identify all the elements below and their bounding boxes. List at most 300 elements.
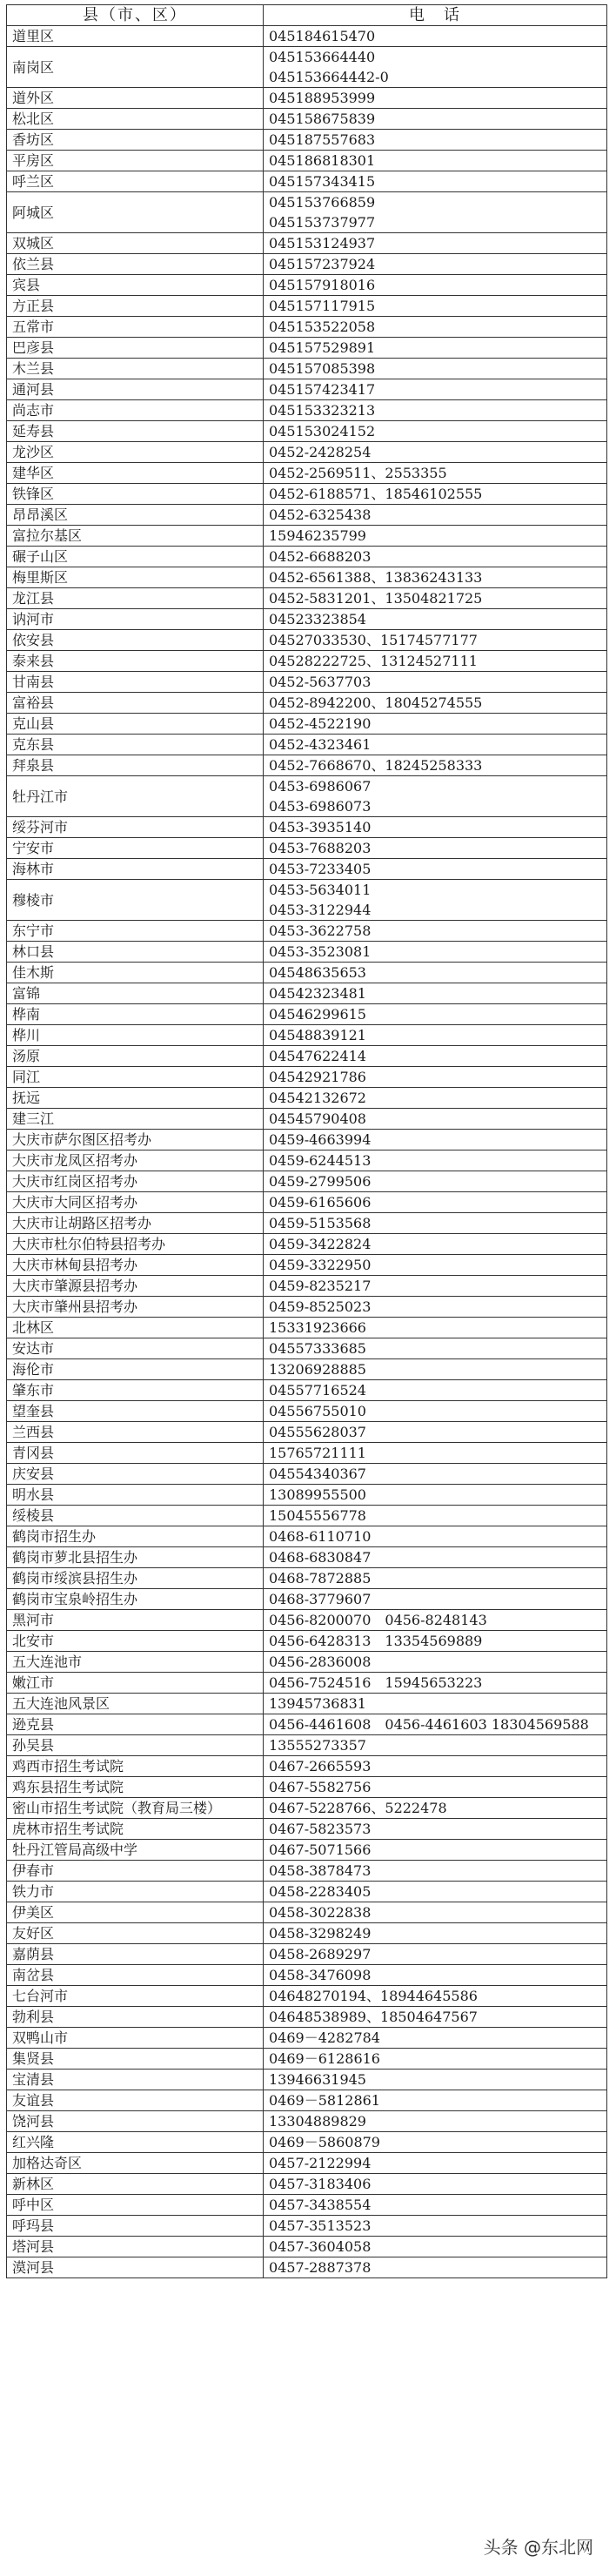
phone-number: 045153737977 bbox=[269, 214, 376, 231]
phone-cell bbox=[264, 547, 607, 567]
watermark-logo: 头条 @东北网 bbox=[479, 2532, 599, 2560]
table-row bbox=[7, 1589, 607, 1610]
phone-cell bbox=[264, 2007, 607, 2028]
phone-cell bbox=[264, 714, 607, 735]
phone-number: 0452-7668670、18245258333 bbox=[269, 757, 483, 774]
phone-number: 0458-3298249 bbox=[269, 1925, 372, 1942]
table-row bbox=[7, 151, 607, 171]
phone-number: 0456-8200070 0456-8248143 bbox=[269, 1612, 487, 1628]
phone-number: 0469－4282784 bbox=[269, 2029, 380, 2046]
county-cell: 汤原 bbox=[7, 1046, 264, 1067]
phone-cell bbox=[264, 1276, 607, 1297]
phone-cell bbox=[264, 1923, 607, 1944]
phone-cell bbox=[264, 2111, 607, 2132]
phone-number: 0457-3513523 bbox=[269, 2217, 372, 2234]
table-row bbox=[7, 1714, 607, 1735]
county-cell: 孙吴县 bbox=[7, 1735, 264, 1756]
phone-cell bbox=[264, 1401, 607, 1422]
phone-number: 0458-2689297 bbox=[269, 1946, 372, 1962]
phone-cell bbox=[264, 233, 607, 254]
phone-number: 04546299615 bbox=[269, 1006, 366, 1023]
phone-number: 04557333685 bbox=[269, 1340, 366, 1357]
table-row bbox=[7, 400, 607, 421]
table-row bbox=[7, 1944, 607, 1965]
phone-number: 13089955500 bbox=[269, 1486, 366, 1503]
phone-cell bbox=[264, 1631, 607, 1652]
phone-cell bbox=[264, 1735, 607, 1756]
phone-number: 0459-6165606 bbox=[269, 1194, 372, 1211]
phone-cell bbox=[264, 588, 607, 609]
county-cell: 大庆市龙凤区招考办 bbox=[7, 1150, 264, 1171]
county-cell: 大庆市萨尔图区招考办 bbox=[7, 1130, 264, 1150]
county-cell: 依安县 bbox=[7, 630, 264, 651]
phone-number: 04648538989、18504647567 bbox=[269, 2009, 478, 2025]
county-cell: 青冈县 bbox=[7, 1443, 264, 1464]
table-row bbox=[7, 2216, 607, 2237]
phone-number: 0468-6110710 bbox=[269, 1528, 372, 1545]
county-cell: 友谊县 bbox=[7, 2090, 264, 2111]
table-row bbox=[7, 1088, 607, 1109]
county-cell: 克东县 bbox=[7, 735, 264, 755]
county-cell: 呼玛县 bbox=[7, 2216, 264, 2237]
table-row bbox=[7, 1318, 607, 1338]
phone-cell bbox=[264, 47, 607, 88]
county-cell: 甘南县 bbox=[7, 672, 264, 693]
phone-number: 045157237924 bbox=[269, 256, 376, 272]
table-row bbox=[7, 2237, 607, 2257]
phone-cell bbox=[264, 1318, 607, 1338]
county-cell: 宁安市 bbox=[7, 838, 264, 859]
table-row bbox=[7, 171, 607, 192]
county-cell: 巴彦县 bbox=[7, 338, 264, 359]
phone-number: 15765721111 bbox=[269, 1445, 366, 1461]
phone-number: 045158675839 bbox=[269, 111, 376, 127]
county-cell: 海伦市 bbox=[7, 1359, 264, 1380]
county-cell: 同江 bbox=[7, 1067, 264, 1088]
phone-cell bbox=[264, 1464, 607, 1485]
phone-number: 0459-6244513 bbox=[269, 1152, 372, 1169]
phone-cell bbox=[264, 1965, 607, 1986]
table-row bbox=[7, 942, 607, 963]
phone-number: 13555273357 bbox=[269, 1737, 366, 1754]
county-cell: 平房区 bbox=[7, 151, 264, 171]
phone-number: 04556755010 bbox=[269, 1403, 366, 1419]
phone-cell bbox=[264, 359, 607, 379]
phone-cell bbox=[264, 2195, 607, 2216]
phone-cell bbox=[264, 296, 607, 317]
phone-number: 04528222725、13124527111 bbox=[269, 653, 478, 669]
phone-number: 0467-5071566 bbox=[269, 1841, 372, 1858]
table-row bbox=[7, 1025, 607, 1046]
table-row bbox=[7, 1526, 607, 1547]
county-cell: 逊克县 bbox=[7, 1714, 264, 1735]
county-cell: 龙江县 bbox=[7, 588, 264, 609]
phone-cell bbox=[264, 1088, 607, 1109]
table-row bbox=[7, 1004, 607, 1025]
phone-cell bbox=[264, 2028, 607, 2049]
phone-cell bbox=[264, 1109, 607, 1130]
phone-cell bbox=[264, 151, 607, 171]
table-row bbox=[7, 109, 607, 130]
header-phone: 电 话 bbox=[264, 5, 607, 26]
phone-number: 0467-5228766、5222478 bbox=[269, 1800, 447, 1816]
county-cell: 梅里斯区 bbox=[7, 567, 264, 588]
phone-number: 0452-4323461 bbox=[269, 736, 372, 753]
table-row bbox=[7, 1192, 607, 1213]
phone-number: 0452-6325438 bbox=[269, 506, 372, 523]
phone-number: 13304889829 bbox=[269, 2113, 366, 2130]
phone-number: 0459-2799506 bbox=[269, 1173, 372, 1190]
phone-number: 0452-2428254 bbox=[269, 444, 372, 460]
phone-number: 0468-7872885 bbox=[269, 1570, 372, 1587]
county-cell: 安达市 bbox=[7, 1338, 264, 1359]
phone-number: 0458-3878473 bbox=[269, 1862, 372, 1879]
phone-number: 0453-7233405 bbox=[269, 861, 372, 877]
county-cell: 漠河县 bbox=[7, 2257, 264, 2278]
table-row bbox=[7, 233, 607, 254]
county-cell: 伊春市 bbox=[7, 1861, 264, 1882]
phone-cell bbox=[264, 1547, 607, 1568]
phone-number: 0456-6428313 13354569889 bbox=[269, 1633, 483, 1649]
phone-number: 0469－5860879 bbox=[269, 2134, 380, 2150]
phone-number: 0468-3779607 bbox=[269, 1591, 372, 1607]
table-row bbox=[7, 1861, 607, 1882]
phone-number: 0459-8525023 bbox=[269, 1298, 372, 1315]
phone-cell bbox=[264, 1255, 607, 1276]
phone-number: 13945736831 bbox=[269, 1695, 366, 1712]
table-row bbox=[7, 526, 607, 547]
phone-cell bbox=[264, 1777, 607, 1798]
table-row bbox=[7, 1130, 607, 1150]
phone-number: 0452-2569511、2553355 bbox=[269, 465, 447, 481]
table-row bbox=[7, 630, 607, 651]
table-row bbox=[7, 1109, 607, 1130]
phone-cell bbox=[264, 755, 607, 776]
phone-number: 045157343415 bbox=[269, 173, 376, 190]
table-row bbox=[7, 1840, 607, 1861]
phone-cell bbox=[264, 2257, 607, 2278]
phone-number: 0459-3422824 bbox=[269, 1236, 372, 1252]
phone-cell bbox=[264, 26, 607, 47]
table-row bbox=[7, 275, 607, 296]
table-row bbox=[7, 588, 607, 609]
table-row bbox=[7, 317, 607, 338]
contact-table-container bbox=[6, 4, 606, 2278]
county-cell: 碾子山区 bbox=[7, 547, 264, 567]
table-row bbox=[7, 1756, 607, 1777]
county-cell: 道外区 bbox=[7, 88, 264, 109]
county-cell: 饶河县 bbox=[7, 2111, 264, 2132]
phone-number: 045187557683 bbox=[269, 131, 376, 148]
phone-cell bbox=[264, 1652, 607, 1673]
county-cell: 牡丹江市 bbox=[7, 776, 264, 817]
county-cell: 虎林市招生考试院 bbox=[7, 1819, 264, 1840]
table-row bbox=[7, 817, 607, 838]
county-cell: 克山县 bbox=[7, 714, 264, 735]
table-row bbox=[7, 1234, 607, 1255]
phone-cell bbox=[264, 1568, 607, 1589]
phone-number: 0459-3322950 bbox=[269, 1257, 372, 1273]
phone-number: 045153522058 bbox=[269, 319, 376, 335]
county-cell: 大庆市红岗区招考办 bbox=[7, 1171, 264, 1192]
county-cell: 友好区 bbox=[7, 1923, 264, 1944]
phone-number: 0468-6830847 bbox=[269, 1549, 372, 1566]
phone-cell bbox=[264, 1297, 607, 1318]
phone-number: 0453-3523081 bbox=[269, 943, 372, 960]
county-cell: 尚志市 bbox=[7, 400, 264, 421]
table-row bbox=[7, 130, 607, 151]
phone-number: 045153323213 bbox=[269, 402, 376, 419]
phone-cell bbox=[264, 2070, 607, 2090]
phone-cell bbox=[264, 1422, 607, 1443]
county-cell: 建华区 bbox=[7, 463, 264, 484]
phone-number: 0452-5637703 bbox=[269, 674, 372, 690]
phone-number: 04545790408 bbox=[269, 1110, 366, 1127]
county-cell: 牡丹江管局高级中学 bbox=[7, 1840, 264, 1861]
table-row bbox=[7, 859, 607, 880]
county-cell: 望奎县 bbox=[7, 1401, 264, 1422]
county-cell: 阿城区 bbox=[7, 192, 264, 233]
phone-number: 0453-3622758 bbox=[269, 922, 372, 939]
phone-number: 0453-3935140 bbox=[269, 819, 372, 835]
header-county: 县（市、区） bbox=[7, 5, 264, 26]
phone-cell bbox=[264, 1798, 607, 1819]
phone-cell bbox=[264, 1443, 607, 1464]
county-cell: 铁锋区 bbox=[7, 484, 264, 505]
county-cell: 明水县 bbox=[7, 1485, 264, 1506]
county-cell: 拜泉县 bbox=[7, 755, 264, 776]
phone-number: 0452-4522190 bbox=[269, 715, 372, 732]
phone-cell bbox=[264, 963, 607, 983]
county-cell: 新林区 bbox=[7, 2174, 264, 2195]
phone-cell bbox=[264, 526, 607, 547]
county-cell: 鹤岗市绥滨县招生办 bbox=[7, 1568, 264, 1589]
phone-number: 0458-2283405 bbox=[269, 1883, 372, 1900]
phone-cell bbox=[264, 983, 607, 1004]
phone-cell bbox=[264, 838, 607, 859]
phone-number: 0457-3183406 bbox=[269, 2176, 372, 2192]
phone-number: 04527033530、15174577177 bbox=[269, 632, 478, 648]
table-row bbox=[7, 880, 607, 921]
phone-number: 045153766859 bbox=[269, 194, 376, 211]
county-cell: 南岔县 bbox=[7, 1965, 264, 1986]
phone-cell bbox=[264, 109, 607, 130]
county-cell: 建三江 bbox=[7, 1109, 264, 1130]
county-cell: 大庆市林甸县招考办 bbox=[7, 1255, 264, 1276]
county-cell: 绥芬河市 bbox=[7, 817, 264, 838]
table-row bbox=[7, 1568, 607, 1589]
county-cell: 集贤县 bbox=[7, 2049, 264, 2070]
county-cell: 木兰县 bbox=[7, 359, 264, 379]
county-cell: 道里区 bbox=[7, 26, 264, 47]
table-row bbox=[7, 1401, 607, 1422]
table-row bbox=[7, 379, 607, 400]
table-row bbox=[7, 735, 607, 755]
county-cell: 呼中区 bbox=[7, 2195, 264, 2216]
phone-number: 04555628037 bbox=[269, 1424, 366, 1440]
table-row bbox=[7, 1171, 607, 1192]
phone-number: 13206928885 bbox=[269, 1361, 366, 1378]
phone-cell bbox=[264, 1861, 607, 1882]
county-cell: 红兴隆 bbox=[7, 2132, 264, 2153]
phone-cell bbox=[264, 1714, 607, 1735]
phone-number: 04542921786 bbox=[269, 1069, 366, 1085]
phone-cell bbox=[264, 1485, 607, 1506]
phone-number: 04523323854 bbox=[269, 611, 366, 627]
phone-cell bbox=[264, 1004, 607, 1025]
phone-cell bbox=[264, 505, 607, 526]
county-cell: 庆安县 bbox=[7, 1464, 264, 1485]
phone-number: 0467-2665593 bbox=[269, 1758, 372, 1774]
table-row bbox=[7, 672, 607, 693]
county-cell: 桦川 bbox=[7, 1025, 264, 1046]
phone-cell bbox=[264, 463, 607, 484]
county-cell: 富锦 bbox=[7, 983, 264, 1004]
phone-cell bbox=[264, 2174, 607, 2195]
table-row bbox=[7, 2090, 607, 2111]
phone-cell bbox=[264, 1359, 607, 1380]
table-row bbox=[7, 2028, 607, 2049]
county-cell: 加格达奇区 bbox=[7, 2153, 264, 2174]
phone-cell bbox=[264, 254, 607, 275]
phone-cell bbox=[264, 1944, 607, 1965]
table-row bbox=[7, 1067, 607, 1088]
phone-cell bbox=[264, 1694, 607, 1714]
county-cell: 富裕县 bbox=[7, 693, 264, 714]
table-row bbox=[7, 547, 607, 567]
phone-cell bbox=[264, 1673, 607, 1694]
phone-cell bbox=[264, 880, 607, 921]
table-row bbox=[7, 442, 607, 463]
phone-cell bbox=[264, 735, 607, 755]
phone-number: 045186818301 bbox=[269, 152, 376, 169]
table-row bbox=[7, 776, 607, 817]
county-cell: 五常市 bbox=[7, 317, 264, 338]
table-row bbox=[7, 296, 607, 317]
table-row bbox=[7, 1464, 607, 1485]
county-cell: 铁力市 bbox=[7, 1882, 264, 1902]
phone-number: 045153024152 bbox=[269, 423, 376, 439]
phone-cell bbox=[264, 275, 607, 296]
table-row bbox=[7, 1255, 607, 1276]
county-cell: 伊美区 bbox=[7, 1902, 264, 1923]
county-cell: 双鸭山市 bbox=[7, 2028, 264, 2049]
county-cell: 穆棱市 bbox=[7, 880, 264, 921]
phone-cell bbox=[264, 1046, 607, 1067]
county-cell: 五大连池风景区 bbox=[7, 1694, 264, 1714]
county-cell: 鸡西市招生考试院 bbox=[7, 1756, 264, 1777]
table-row bbox=[7, 463, 607, 484]
county-cell: 大庆市杜尔伯特县招考办 bbox=[7, 1234, 264, 1255]
phone-number: 04554340367 bbox=[269, 1466, 366, 1482]
county-cell: 大庆市大同区招考办 bbox=[7, 1192, 264, 1213]
county-cell: 桦南 bbox=[7, 1004, 264, 1025]
county-cell: 呼兰区 bbox=[7, 171, 264, 192]
contact-table bbox=[6, 4, 607, 2278]
county-cell: 延寿县 bbox=[7, 421, 264, 442]
table-row bbox=[7, 1819, 607, 1840]
table-row bbox=[7, 505, 607, 526]
table-row bbox=[7, 1798, 607, 1819]
county-cell: 松北区 bbox=[7, 109, 264, 130]
county-cell: 嫩江市 bbox=[7, 1673, 264, 1694]
table-row bbox=[7, 2007, 607, 2028]
county-cell: 鹤岗市宝泉岭招生办 bbox=[7, 1589, 264, 1610]
phone-cell bbox=[264, 1986, 607, 2007]
county-cell: 勃利县 bbox=[7, 2007, 264, 2028]
county-cell: 香坊区 bbox=[7, 130, 264, 151]
phone-number: 0457-3438554 bbox=[269, 2197, 372, 2213]
table-row bbox=[7, 1150, 607, 1171]
phone-number: 0469－6128616 bbox=[269, 2050, 380, 2067]
table-row bbox=[7, 1506, 607, 1526]
phone-number: 0457-3604058 bbox=[269, 2238, 372, 2255]
county-cell: 鸡东县招生考试院 bbox=[7, 1777, 264, 1798]
phone-number: 13946631945 bbox=[269, 2071, 366, 2088]
phone-number: 0459-4663994 bbox=[269, 1131, 372, 1148]
phone-cell bbox=[264, 317, 607, 338]
table-row bbox=[7, 1359, 607, 1380]
county-cell: 嘉荫县 bbox=[7, 1944, 264, 1965]
phone-cell bbox=[264, 1610, 607, 1631]
phone-number: 0457-2887378 bbox=[269, 2259, 372, 2276]
phone-cell bbox=[264, 1130, 607, 1150]
county-cell: 佳木斯 bbox=[7, 963, 264, 983]
phone-number: 0467-5823573 bbox=[269, 1821, 372, 1837]
table-row bbox=[7, 1777, 607, 1798]
county-cell: 昂昂溪区 bbox=[7, 505, 264, 526]
table-row bbox=[7, 484, 607, 505]
county-cell: 宾县 bbox=[7, 275, 264, 296]
table-row bbox=[7, 338, 607, 359]
phone-cell bbox=[264, 1506, 607, 1526]
phone-cell bbox=[264, 567, 607, 588]
table-row bbox=[7, 359, 607, 379]
phone-cell bbox=[264, 88, 607, 109]
phone-number: 0452-6561388、13836243133 bbox=[269, 569, 483, 586]
phone-cell bbox=[264, 693, 607, 714]
table-row bbox=[7, 1694, 607, 1714]
table-row bbox=[7, 254, 607, 275]
phone-number: 15331923666 bbox=[269, 1319, 366, 1336]
phone-cell bbox=[264, 1840, 607, 1861]
phone-cell bbox=[264, 1150, 607, 1171]
table-row bbox=[7, 1882, 607, 1902]
table-row bbox=[7, 1046, 607, 1067]
phone-cell bbox=[264, 1067, 607, 1088]
phone-number: 04548635653 bbox=[269, 964, 366, 981]
phone-cell bbox=[264, 630, 607, 651]
phone-cell bbox=[264, 1756, 607, 1777]
phone-cell bbox=[264, 400, 607, 421]
phone-cell bbox=[264, 421, 607, 442]
county-cell: 大庆市让胡路区招考办 bbox=[7, 1213, 264, 1234]
table-row bbox=[7, 2049, 607, 2070]
phone-number: 045153664442-0 bbox=[269, 69, 389, 85]
phone-number: 04542132672 bbox=[269, 1090, 366, 1106]
phone-cell bbox=[264, 192, 607, 233]
phone-number: 0467-5582756 bbox=[269, 1779, 372, 1795]
phone-cell bbox=[264, 2132, 607, 2153]
county-cell: 林口县 bbox=[7, 942, 264, 963]
phone-cell bbox=[264, 1171, 607, 1192]
table-row bbox=[7, 1923, 607, 1944]
phone-number: 045184615470 bbox=[269, 28, 376, 44]
county-cell: 密山市招生考试院（教育局三楼） bbox=[7, 1798, 264, 1819]
phone-cell bbox=[264, 1526, 607, 1547]
phone-number: 0457-2122994 bbox=[269, 2155, 372, 2171]
table-row bbox=[7, 693, 607, 714]
